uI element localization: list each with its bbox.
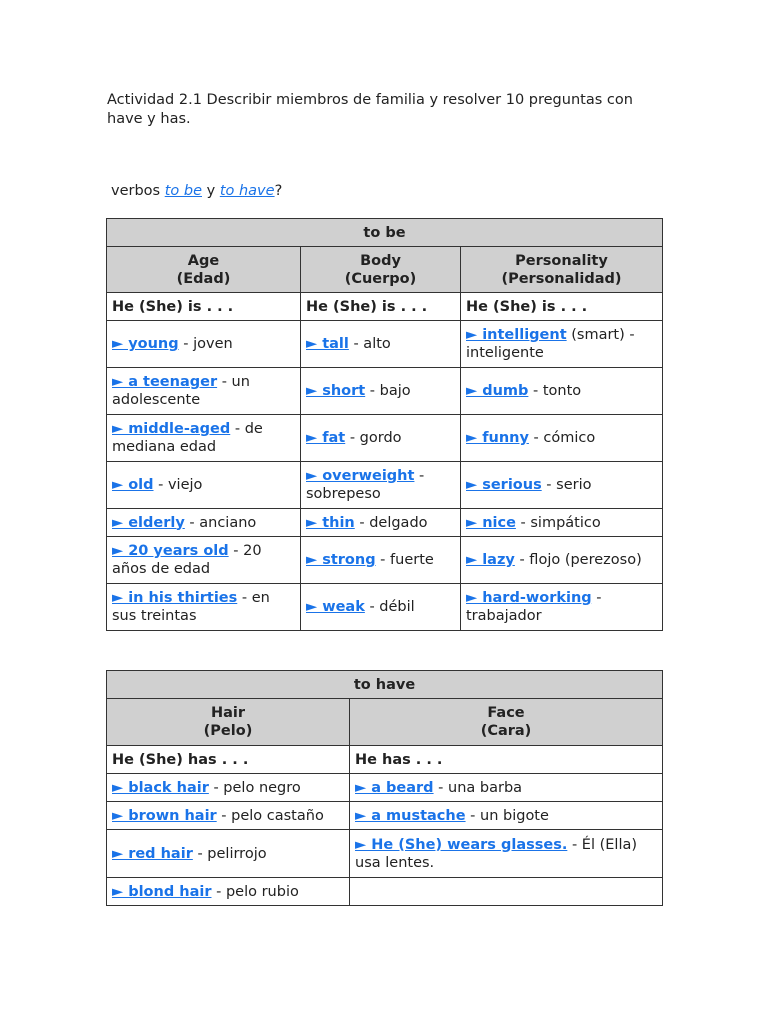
table-cell [301, 321, 461, 368]
vocab-link[interactable]: ► nice [466, 514, 516, 531]
vocab-link[interactable]: ► tall [306, 336, 349, 352]
table-cell [107, 509, 301, 537]
vocab-link[interactable]: ► blond hair [112, 883, 212, 900]
translation-text: - fuerte [375, 552, 434, 568]
table-cell [107, 584, 301, 631]
column-header-translation: (Pelo) [203, 723, 253, 739]
column-header-row [107, 247, 663, 293]
translation-text: - flojo (perezoso) [514, 552, 642, 568]
subheader-cell: He (She) has . . . [107, 746, 350, 774]
vocab-link[interactable]: ► He (She) wears glasses. [355, 836, 568, 853]
table-cell [107, 802, 350, 830]
to-be-link[interactable]: to be [164, 183, 202, 199]
table-cell [107, 462, 301, 509]
table-cell [461, 509, 663, 537]
table-cell [301, 368, 461, 415]
translation-text: - anciano [184, 514, 257, 531]
table-cell [461, 368, 663, 415]
table-title-row [107, 671, 663, 699]
column-header-label: Age [187, 252, 220, 269]
column-header-translation: (Personalidad) [501, 270, 622, 287]
vocab-link[interactable]: ► old [112, 477, 154, 493]
vocab-link[interactable]: ► lazy [466, 552, 515, 568]
verbs-suffix: ? [274, 183, 283, 199]
subheader-cell: He (She) is . . . [461, 293, 663, 321]
translation-text: - cómico [528, 430, 596, 446]
table-row [107, 878, 663, 906]
table-cell [461, 584, 663, 631]
column-header [301, 247, 461, 293]
vocab-link[interactable]: ► black hair [112, 779, 209, 796]
translation-text: - serio [541, 477, 592, 493]
translation-text: - un bigote [465, 807, 549, 824]
table-cell [301, 584, 461, 631]
verbs-prefix: verbos [111, 183, 165, 199]
translation-text: - sobrepeso [306, 468, 425, 502]
vocab-link[interactable]: ► serious [466, 477, 542, 493]
column-header [461, 247, 663, 293]
translation-text: - Él (Ella) usa lentes. [355, 836, 638, 871]
table-row [107, 509, 663, 537]
translation-text: - pelirrojo [192, 845, 267, 862]
vocab-link[interactable]: ► young [112, 336, 179, 352]
to-be-table [106, 218, 663, 631]
vocab-link[interactable]: ► weak [306, 599, 365, 615]
table-cell [461, 462, 663, 509]
column-header [107, 699, 350, 746]
translation-text: - una barba [433, 779, 523, 796]
table-row [107, 830, 663, 878]
translation-text: - de mediana edad [112, 421, 263, 455]
vocab-link[interactable]: ► strong [306, 552, 376, 568]
column-header-translation: (Cuerpo) [344, 270, 417, 287]
table-row [107, 802, 663, 830]
translation-text: - delgado [354, 514, 428, 531]
subheader-row [107, 293, 663, 321]
table-cell [107, 415, 301, 462]
translation-text: - trabajador [466, 590, 602, 624]
translation-text: - un adolescente [112, 374, 250, 408]
vocab-link[interactable]: ► 20 years old [112, 543, 229, 559]
translation-text: - 20 años de edad [112, 543, 262, 577]
table-cell [107, 878, 350, 906]
subheader-cell: He (She) is . . . [107, 293, 301, 321]
subheader-cell: He (She) is . . . [301, 293, 461, 321]
translation-text: - débil [364, 599, 415, 615]
vocab-link[interactable]: ► overweight [306, 468, 415, 484]
column-header [350, 699, 663, 746]
translation-text: - alto [348, 336, 391, 352]
table-cell [461, 537, 663, 584]
table-row [107, 415, 663, 462]
translation-text: - en sus treintas [112, 590, 270, 624]
verbs-middle: y [202, 183, 220, 199]
column-header-label: Hair [210, 705, 246, 721]
translation-text: - joven [178, 336, 233, 352]
vocab-link[interactable]: ► a teenager [112, 374, 218, 390]
vocab-link[interactable]: ► brown hair [112, 807, 217, 824]
subheader-row [107, 746, 663, 774]
table-cell [301, 415, 461, 462]
table-cell [301, 537, 461, 584]
table-cell [461, 321, 663, 368]
table-cell [107, 830, 350, 878]
table-cell [107, 368, 301, 415]
table-cell [107, 537, 301, 584]
translation-text: - simpático [515, 514, 601, 531]
table-cell [107, 774, 350, 802]
table-cell [301, 462, 461, 509]
table-cell [350, 878, 663, 906]
vocab-link[interactable]: ► middle-aged [112, 421, 231, 437]
translation-text: - gordo [345, 430, 402, 446]
translation-text: - pelo castaño [216, 807, 324, 824]
table-cell [461, 415, 663, 462]
column-header-translation: (Edad) [176, 270, 231, 287]
vocab-link[interactable]: ► a beard [355, 779, 434, 796]
vocab-link[interactable]: ► intelligent [466, 327, 567, 343]
column-header-row [107, 699, 663, 746]
column-header-translation: (Cara) [480, 723, 532, 739]
table-row [107, 774, 663, 802]
table-title: to have [107, 671, 663, 699]
table-cell [301, 509, 461, 537]
table-cell [350, 774, 663, 802]
column-header [107, 247, 301, 293]
translation-text: - viejo [153, 477, 203, 493]
to-have-table [106, 670, 663, 906]
vocab-link[interactable]: ► a mustache [355, 807, 466, 824]
vocab-link[interactable]: ► elderly [112, 514, 185, 531]
table-row [107, 368, 663, 415]
subheader-cell: He has . . . [350, 746, 663, 774]
column-header-label: Face [487, 705, 525, 721]
vocab-link[interactable]: ► funny [466, 430, 529, 446]
table-row [107, 462, 663, 509]
table-cell [350, 802, 663, 830]
translation-text: - pelo negro [208, 779, 301, 796]
table-title: to be [107, 219, 663, 247]
table-cell [350, 830, 663, 878]
table-row [107, 584, 663, 631]
vocab-link[interactable]: ► hard-working [466, 590, 592, 606]
translation-text: - bajo [365, 383, 411, 399]
table-cell [107, 321, 301, 368]
verbs-line [111, 182, 282, 201]
translation-text: - pelo rubio [211, 883, 299, 900]
table-row [107, 537, 663, 584]
vocab-link[interactable]: ► in his thirties [112, 590, 238, 606]
table-title-row [107, 219, 663, 247]
vocab-link[interactable]: ► red hair [112, 845, 193, 862]
activity-title: Actividad 2.1 Describir miembros de familia y resolver 10 preguntas con have y has. [107, 92, 633, 127]
table-row [107, 321, 663, 368]
vocab-link[interactable]: ► dumb [466, 383, 529, 399]
translation-text: - tonto [528, 383, 582, 399]
vocab-link[interactable]: ► short [306, 383, 366, 399]
vocab-link[interactable]: ► fat [306, 430, 346, 446]
translation-text: (smart) - inteligente [466, 327, 635, 361]
column-header-label: Personality [515, 252, 608, 269]
to-have-link[interactable]: to have [219, 183, 275, 199]
column-header-label: Body [360, 252, 401, 269]
vocab-link[interactable]: ► thin [306, 514, 355, 531]
